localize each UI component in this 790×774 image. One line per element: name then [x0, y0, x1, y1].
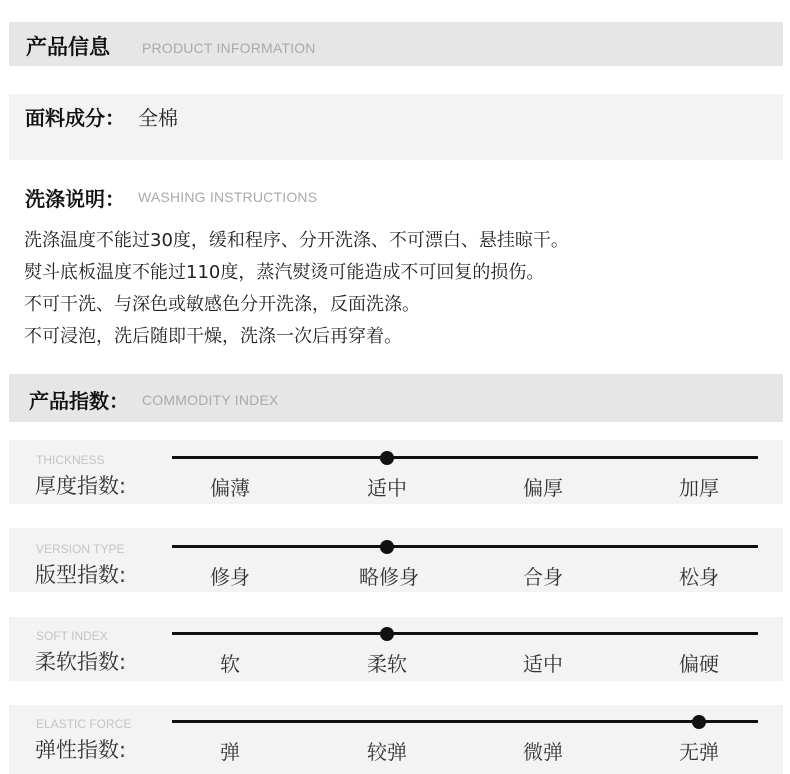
index-label-cn: 版型指数: — [35, 563, 127, 587]
index-option: 略修身 — [359, 565, 419, 589]
product-info-title: 产品信息 — [26, 35, 110, 59]
index-option: 偏薄 — [210, 476, 250, 500]
index-option: 软 — [220, 652, 240, 676]
index-option: 松身 — [679, 565, 719, 589]
index-option: 较弹 — [367, 740, 407, 764]
commodity-index-subtitle: COMMODITY INDEX — [142, 392, 279, 408]
product-info-header — [9, 22, 783, 66]
fabric-label: 面料成分： — [25, 106, 125, 130]
index-option: 合身 — [523, 565, 563, 589]
washing-subtitle: WASHING INSTRUCTIONS — [138, 189, 318, 205]
index-option: 偏厚 — [523, 476, 563, 500]
index-scale-line — [172, 632, 758, 635]
washing-line: 熨斗底板温度不能过110度，蒸汽熨烫可能造成不可回复的损伤。 — [24, 262, 545, 283]
index-option: 柔软 — [367, 652, 407, 676]
index-label-cn: 厚度指数: — [35, 474, 127, 498]
index-marker — [380, 627, 394, 641]
index-option: 适中 — [523, 652, 563, 676]
index-label-cn: 柔软指数: — [35, 650, 127, 674]
washing-line: 不可干洗、与深色或敏感色分开洗涤，反面洗涤。 — [24, 294, 420, 315]
product-info-subtitle: PRODUCT INFORMATION — [142, 40, 316, 56]
index-label-cn: 弹性指数: — [35, 738, 127, 762]
index-marker — [692, 715, 706, 729]
washing-title: 洗涤说明： — [25, 187, 125, 211]
index-option: 弹 — [220, 740, 240, 764]
fabric-panel — [9, 94, 783, 160]
fabric-value: 全棉 — [138, 106, 178, 130]
index-option: 加厚 — [679, 476, 719, 500]
index-scale-line — [172, 545, 758, 548]
index-label-en: VERSION TYPE — [36, 542, 125, 556]
index-marker — [380, 451, 394, 465]
index-option: 偏硬 — [679, 652, 719, 676]
index-scale-line — [172, 720, 758, 723]
index-label-en: THICKNESS — [36, 453, 105, 467]
index-option: 适中 — [367, 476, 407, 500]
index-option: 微弹 — [523, 740, 563, 764]
washing-line: 洗涤温度不能过30度，缓和程序、分开洗涤、不可漂白、悬挂晾干。 — [24, 230, 569, 251]
index-scale-line — [172, 456, 758, 459]
washing-line: 不可浸泡，洗后随即干燥，洗涤一次后再穿着。 — [24, 326, 402, 347]
index-label-en: ELASTIC FORCE — [36, 717, 132, 731]
index-marker — [380, 540, 394, 554]
index-option: 修身 — [210, 565, 250, 589]
commodity-index-title: 产品指数： — [29, 389, 129, 413]
index-option: 无弹 — [679, 740, 719, 764]
index-label-en: SOFT INDEX — [36, 629, 108, 643]
